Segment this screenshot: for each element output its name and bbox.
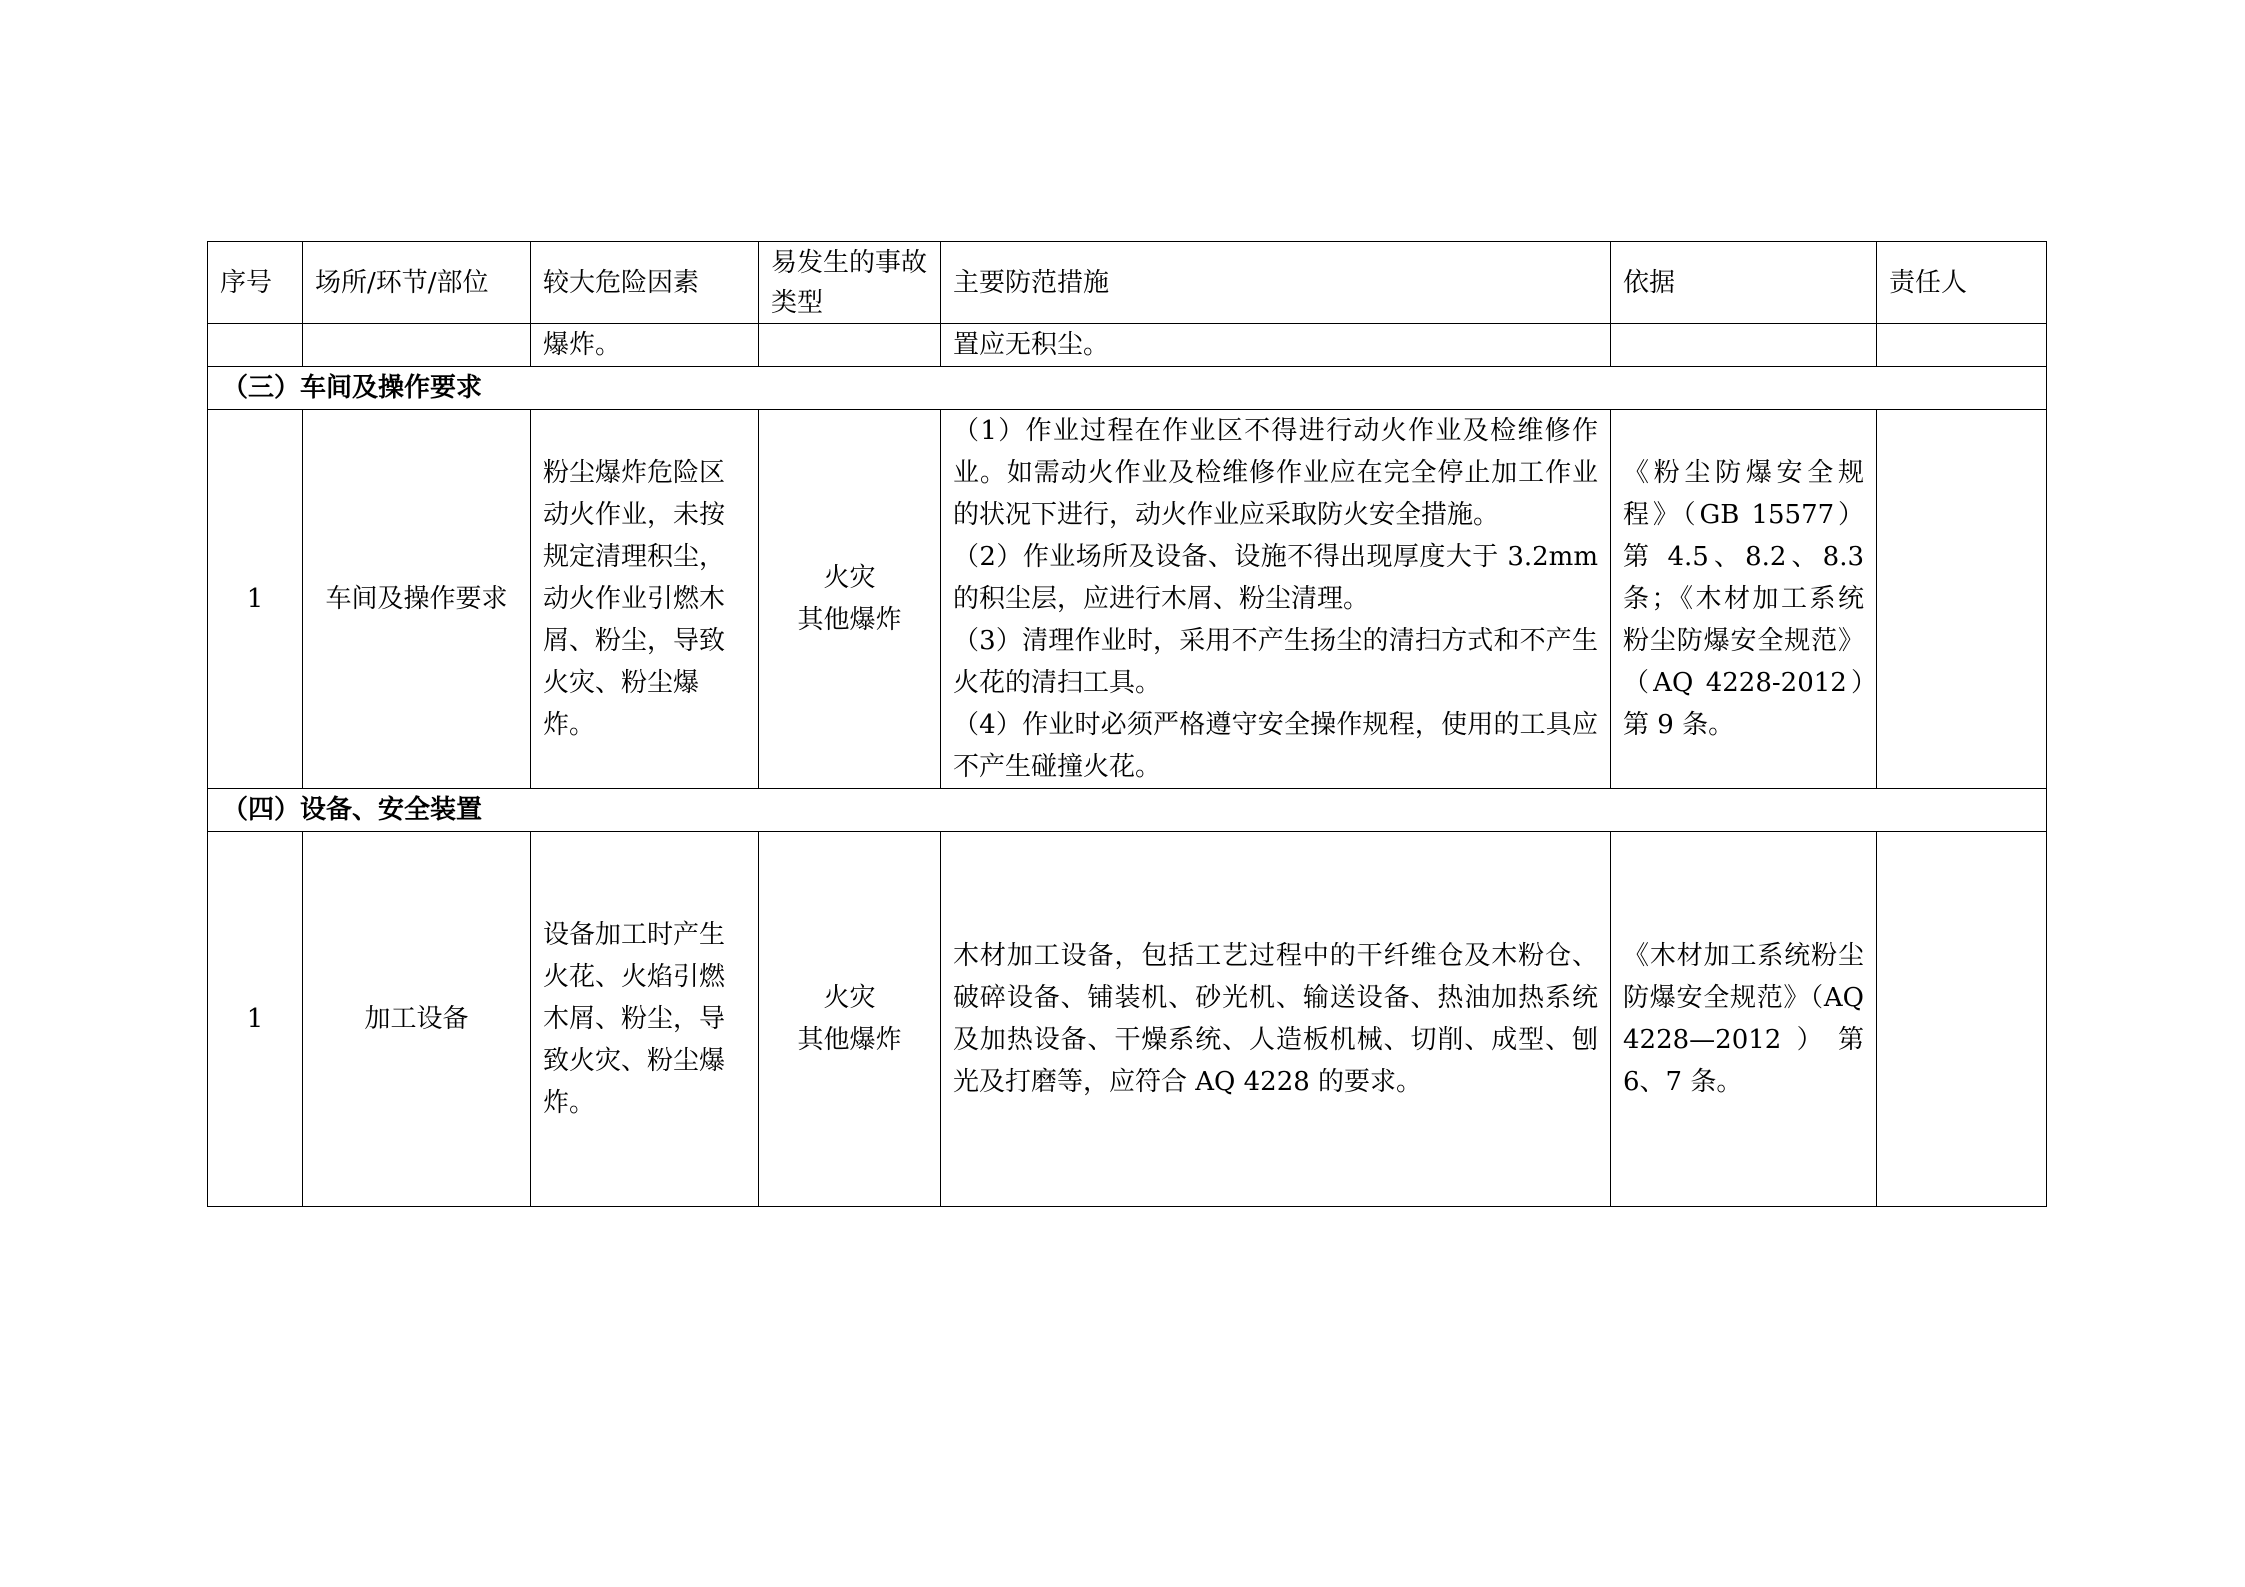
cont-measures: 置应无积尘。 bbox=[941, 324, 1611, 367]
row-owner bbox=[1877, 410, 2047, 789]
section-title: （四）设备、安全装置 bbox=[208, 789, 2047, 832]
cont-seq bbox=[208, 324, 303, 367]
row-seq: 1 bbox=[208, 410, 303, 789]
measure-item: （2）作业场所及设备、设施不得出现厚度大于 3.2mm 的积尘层，应进行木屑、粉尘清理。 bbox=[953, 542, 1598, 614]
cont-hazard: 爆炸。 bbox=[531, 324, 759, 367]
measure-item: （3）清理作业时，采用不产生扬尘的清扫方式和不产生火花的清扫工具。 bbox=[953, 626, 1598, 698]
row-accident bbox=[759, 832, 941, 1207]
header-basis: 依据 bbox=[1611, 242, 1877, 324]
measure-item: （4）作业时必须严格遵守安全操作规程，使用的工具应不产生碰撞火花。 bbox=[953, 710, 1598, 782]
row-hazard: 设备加工时产生火花、火焰引燃木屑、粉尘，导致火灾、粉尘爆炸。 bbox=[531, 832, 759, 1207]
header-owner: 责任人 bbox=[1877, 242, 2047, 324]
cont-owner bbox=[1877, 324, 2047, 367]
header-seq: 序号 bbox=[208, 242, 303, 324]
header-row bbox=[208, 242, 2047, 324]
row-accident bbox=[759, 410, 941, 789]
row-measures bbox=[941, 410, 1611, 789]
header-measures: 主要防范措施 bbox=[941, 242, 1611, 324]
header-accident-type: 易发生的事故类型 bbox=[759, 242, 941, 324]
table-row bbox=[208, 832, 2047, 1207]
header-place: 场所/环节/部位 bbox=[303, 242, 531, 324]
measure-item: 木材加工设备，包括工艺过程中的干纤维仓及木粉仓、破碎设备、铺装机、砂光机、输送设备、热油加热系统及加热设备、干燥系统、人造板机械、切削、成型、刨光及打磨等，应符合 AQ 4228 的要求。 bbox=[953, 941, 1598, 1097]
row-seq: 1 bbox=[208, 832, 303, 1207]
continued-row bbox=[208, 324, 2047, 367]
cont-basis bbox=[1611, 324, 1877, 367]
cont-place bbox=[303, 324, 531, 367]
row-place: 加工设备 bbox=[303, 832, 531, 1207]
row-basis: 《木材加工系统粉尘防爆安全规范》（AQ 4228—2012）第 6、7 条。 bbox=[1611, 832, 1877, 1207]
table-row bbox=[208, 410, 2047, 789]
cont-accident bbox=[759, 324, 941, 367]
measure-item: （1）作业过程在作业区不得进行动火作业及检维修作业。如需动火作业及检维修作业应在完全停止加工作业的状况下进行，动火作业应采取防火安全措施。 bbox=[953, 416, 1598, 530]
row-basis: 《粉尘防爆安全规程》（GB 15577）第 4.5、8.2、8.3 条；《木材加工系统粉尘防爆安全规范》（AQ 4228-2012）第 9 条。 bbox=[1611, 410, 1877, 789]
accident-type: 火灾 bbox=[823, 983, 876, 1013]
accident-type: 其他爆炸 bbox=[797, 1025, 902, 1055]
row-owner bbox=[1877, 832, 2047, 1207]
section-header-equipment bbox=[208, 789, 2047, 832]
hazard-control-table bbox=[207, 241, 2047, 1207]
accident-type: 火灾 bbox=[823, 563, 876, 593]
section-header-workshop bbox=[208, 367, 2047, 410]
row-measures bbox=[941, 832, 1611, 1207]
section-title: （三）车间及操作要求 bbox=[208, 367, 2047, 410]
row-hazard: 粉尘爆炸危险区动火作业，未按规定清理积尘，动火作业引燃木屑、粉尘，导致火灾、粉尘爆炸。 bbox=[531, 410, 759, 789]
row-place: 车间及操作要求 bbox=[303, 410, 531, 789]
header-hazard: 较大危险因素 bbox=[531, 242, 759, 324]
accident-type: 其他爆炸 bbox=[797, 605, 902, 635]
